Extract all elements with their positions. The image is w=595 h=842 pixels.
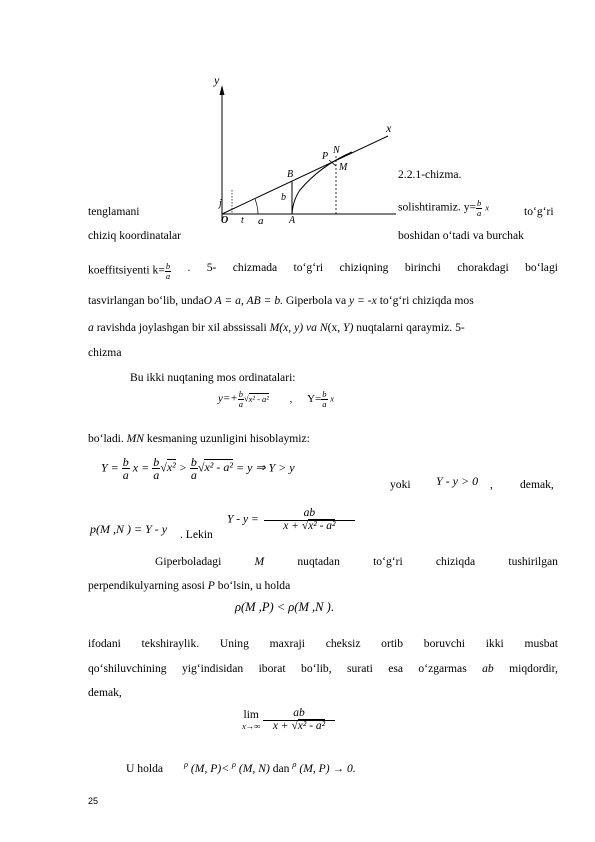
equation-rho-compare: ρ(M ,P) < ρ(M ,N ). bbox=[235, 600, 334, 614]
lekin-word: . Lekin bbox=[180, 528, 213, 541]
line6: chizma bbox=[88, 346, 122, 359]
figure-label-j: j bbox=[219, 198, 222, 209]
line5: a ravishda joylashgan bir xil abssissali M(x, y) va N(x, Y) nuqtalarni qaraymiz. 5- bbox=[88, 321, 465, 334]
equation-mn: Y = $\frac{b}{a}$ x = $\frac{b}{a}$ √x² > $\frac{b}{a}$ √x² - a² = y ⇒ Y > y bbox=[101, 455, 295, 482]
inequality-comma: , bbox=[490, 478, 493, 491]
line2-left: chiziq koordinatalar bbox=[88, 229, 182, 242]
figure-label-y: y bbox=[214, 73, 220, 87]
figure-label-B: B bbox=[287, 169, 294, 180]
line7: Bu ikki nuqtaning mos ordinatalari: bbox=[130, 371, 296, 384]
yoki-word: yoki bbox=[390, 478, 411, 491]
page-number: 25 bbox=[88, 796, 99, 806]
figure-caption: 2.2.1-chizma. bbox=[398, 168, 462, 181]
line1-right: solishtiramiz. y= $\frac{b}{a}$ x bbox=[398, 198, 489, 218]
equation-distance: p(M ,N ) = Y - y bbox=[90, 522, 168, 536]
equation-difference: Y - y = $\frac{ab}{\text{x + √x² - a²}}$ bbox=[227, 508, 355, 532]
line1-left: tenglamani bbox=[88, 205, 140, 218]
line3: koeffitsiyenti k= $\frac{b}{a}$ . 5- chizmada to‘g‘ri chiziqning birinchi chorakdagi bo‘lagi bbox=[88, 261, 558, 281]
figure-label-t: t bbox=[241, 215, 244, 226]
figure-label-N: N bbox=[333, 145, 340, 156]
line8: bo‘ladi. MN kesmaning uzunligini hisoblaymiz: bbox=[88, 432, 310, 445]
inequality-positive: Y - y > 0 bbox=[436, 474, 479, 488]
figure-label-a: a bbox=[258, 215, 264, 227]
figure-label-M: M bbox=[339, 162, 348, 173]
figure-label-P: P bbox=[322, 151, 329, 162]
equation-ordinates: y=+ $\frac{b}{a}$ √x² - a² , Y= $\frac{b}{a}$ x bbox=[218, 389, 335, 409]
figure-label-x: x bbox=[386, 121, 392, 135]
figure-label-A: A bbox=[289, 215, 296, 226]
figure-label-origin: O bbox=[221, 215, 229, 226]
line9: Giperboladagi M nuqtadan to‘g‘ri chiziqda tushirilgan bbox=[155, 555, 558, 568]
line10: perpendikulyarning asosi P bo‘lsin, u holda bbox=[88, 579, 291, 592]
line14: U holda $^\rho$ (M, P)< $^\rho$ (M, N) dan $^\rho$ (M, P) → 0. bbox=[126, 759, 356, 775]
line11: ifodani tekshiraylik. Uning maxraji cheksiz ortib boruvchi ikki musbat bbox=[88, 637, 558, 650]
line12: qo‘shiluvchining yig‘indisidan iborat bo‘lib, surati esa o‘zgarmas ab miqdordir, bbox=[88, 662, 558, 675]
equation-limit: lim x→∞ $\frac{ab}{\text{x + √x² - a²}}$ bbox=[242, 708, 335, 732]
line1-tail: to‘g‘ri bbox=[524, 205, 554, 218]
line4: tasvirlangan bo‘lib, undaO A = a, AB = b. Giperbola va y = -x to‘g‘ri chiziqda mos bbox=[88, 294, 474, 307]
figure-label-b: b bbox=[281, 192, 286, 203]
demak-word: demak, bbox=[520, 478, 554, 491]
line2-right: boshidan o‘tadi va burchak bbox=[398, 229, 524, 242]
line13: demak, bbox=[88, 686, 122, 699]
